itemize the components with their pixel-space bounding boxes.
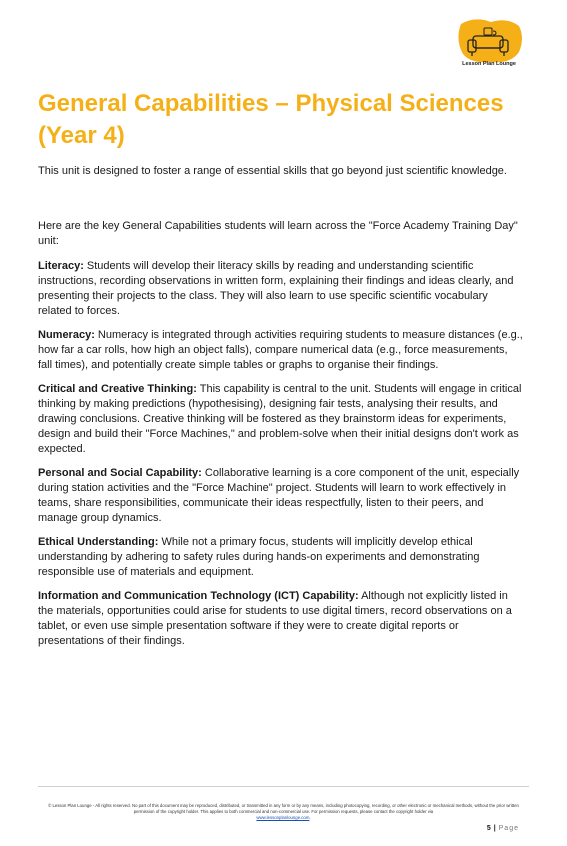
capability-text: Although not explicitly listed in the materials, opportunities could arise for students to use digital timers, record observations on a tablet, or even use simple presentation software if they were to create digital reports or presentations of their findings.: [38, 590, 512, 647]
capability-numeracy: [38, 328, 524, 373]
capability-name: Information and Communication Technology (ICT) Capability:: [38, 590, 359, 602]
page-label: Page: [498, 825, 519, 832]
copyright-notice: [40, 803, 527, 822]
website-link[interactable]: www.lessonplanlounge.com: [256, 815, 310, 821]
capability-name: Numeracy:: [38, 329, 95, 341]
capability-personal-social: [38, 466, 524, 526]
capability-ethical-understanding: [38, 535, 524, 580]
capability-name: Personal and Social Capability:: [38, 467, 202, 479]
logo-brand-name: Lesson Plan Lounge: [462, 61, 516, 67]
intro-paragraph: This unit is designed to foster a range of essential skills that go beyond just scientific knowledge.: [38, 165, 507, 177]
capability-text: Numeracy is integrated through activities requiring students to measure distances (e.g., how far a car rolls, how high an object falls), compare numerical data (e.g., force measurements, fall times), and potentially create simple tables or graphs to organise their findings.: [38, 329, 523, 371]
copyright-period: .: [309, 815, 311, 821]
capability-literacy: [38, 259, 524, 319]
page-separator: |: [493, 825, 496, 832]
capability-text: While not a primary focus, students will implicitly develop ethical understanding by adhering to safety rules during hands-on experiments and demonstrating responsible use of materials and equipment.: [38, 536, 480, 578]
lead-paragraph: Here are the key General Capabilities students will learn across the "Force Academy Training Day" unit:: [38, 220, 518, 247]
capability-name: Critical and Creative Thinking:: [38, 383, 197, 395]
copyright-text: © Lesson Plan Lounge - All rights reserved. No part of this document may be reproduced, distributed, or transmitted in any form or by any means, including photocopying, recording, or other electronic or mechanical methods, without the prior written permission of the copyright holder. This applies to both commercial and non-commercial use. For permission requests, please contact the copyright holder via: [48, 803, 519, 815]
capability-text: This capability is central to the unit. Students will engage in critical thinking by making predictions (hypothesising), designing fair tests, analysing their results, and drawing conclusions. Creative thinking will be fostered as they brainstorm ideas for experiments, design and build their "Force Machines," and problem-solve when their initial designs don't work as expected.: [38, 383, 522, 455]
capability-text: Students will develop their literacy skills by reading and understanding scientific instructions, recording observations in written form, explaining their findings and ideas clearly, and presenting their projects to the class. They will also learn to use specific scientific vocabulary related to forces.: [38, 260, 514, 317]
page-title: General Capabilities – Physical Sciences (Year 4): [38, 90, 504, 149]
capability-name: Literacy:: [38, 260, 84, 272]
capability-ict: [38, 589, 524, 649]
document-body: [38, 164, 524, 658]
page-number: [487, 825, 519, 832]
capability-name: Ethical Understanding:: [38, 536, 159, 548]
page-number-value: 5: [486, 825, 491, 832]
capability-critical-creative-thinking: [38, 382, 524, 457]
footer-divider: [38, 786, 529, 787]
capability-text: Collaborative learning is a core component of the unit, especially during station activities and the "Force Machine" project. Students will learn to work effectively in teams, share responsibilities, communicate their ideas respectfully, listen to their peers, and manage group dynamics.: [38, 467, 520, 524]
